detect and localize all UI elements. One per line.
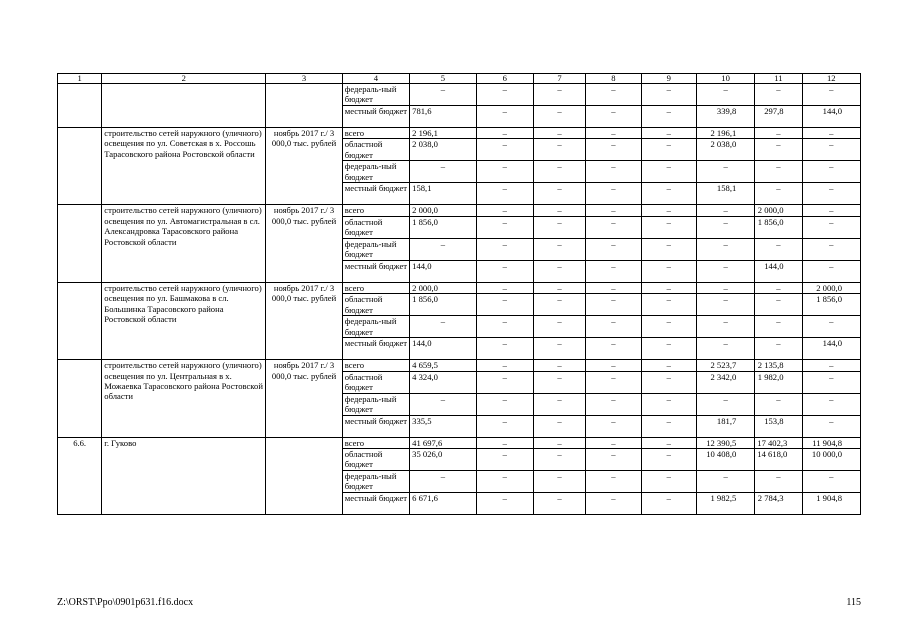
value-cell: –: [641, 106, 696, 128]
value-cell: –: [476, 216, 533, 238]
value-cell: 144,0: [410, 260, 476, 282]
budget-source: областной бюджет: [342, 449, 409, 471]
value-cell: –: [755, 84, 802, 106]
value-cell: 297,8: [755, 106, 802, 128]
value-cell: –: [533, 238, 585, 260]
value-cell: –: [802, 371, 860, 393]
table-row: [58, 205, 861, 216]
budget-source: федераль-ный бюджет: [342, 238, 409, 260]
budget-source: областной бюджет: [342, 294, 409, 316]
value-cell: –: [533, 393, 585, 415]
table-row: [58, 360, 861, 371]
value-cell: 10 000,0: [802, 449, 860, 471]
value-cell: –: [641, 393, 696, 415]
value-cell: 153,8: [755, 415, 802, 437]
value-cell: 1 856,0: [410, 294, 476, 316]
value-cell: –: [410, 316, 476, 338]
item-term: [266, 84, 342, 128]
value-cell: –: [533, 449, 585, 471]
budget-source: местный бюджет: [342, 106, 409, 128]
value-cell: –: [586, 316, 641, 338]
value-cell: 1 982,0: [755, 371, 802, 393]
value-cell: –: [696, 282, 754, 293]
value-cell: 335,5: [410, 415, 476, 437]
value-cell: 339,8: [696, 106, 754, 128]
item-term: ноябрь 2017 г./ 3 000,0 тыс. рублей: [266, 205, 342, 282]
value-cell: –: [696, 84, 754, 106]
item-number: [58, 84, 102, 128]
value-cell: –: [755, 471, 802, 493]
value-cell: –: [476, 316, 533, 338]
value-cell: –: [533, 216, 585, 238]
item-number: [58, 205, 102, 282]
value-cell: 144,0: [802, 338, 860, 360]
value-cell: –: [533, 471, 585, 493]
value-cell: 181,7: [696, 415, 754, 437]
value-cell: –: [802, 415, 860, 437]
budget-source: федераль-ный бюджет: [342, 161, 409, 183]
value-cell: –: [802, 84, 860, 106]
value-cell: –: [755, 316, 802, 338]
item-name: [102, 84, 266, 128]
value-cell: –: [755, 128, 802, 139]
value-cell: 6 671,6: [410, 493, 476, 515]
value-cell: –: [533, 84, 585, 106]
value-cell: –: [641, 338, 696, 360]
value-cell: –: [802, 216, 860, 238]
value-cell: 10 408,0: [696, 449, 754, 471]
value-cell: 11 904,8: [802, 437, 860, 448]
value-cell: 4 659,5: [410, 360, 476, 371]
value-cell: –: [641, 316, 696, 338]
value-cell: 1 856,0: [755, 216, 802, 238]
value-cell: –: [533, 128, 585, 139]
header-cell: 11: [755, 74, 802, 84]
value-cell: –: [533, 139, 585, 161]
value-cell: –: [696, 316, 754, 338]
value-cell: –: [586, 238, 641, 260]
item-number: 6.6.: [58, 437, 102, 514]
value-cell: –: [586, 128, 641, 139]
value-cell: 14 618,0: [755, 449, 802, 471]
item-name: строительство сетей наружного (уличного) освещения по ул. Автомагистральная в сл. Александровка Тарасовского района Ростовской области: [102, 205, 266, 282]
value-cell: 144,0: [410, 338, 476, 360]
value-cell: 2 000,0: [802, 282, 860, 293]
value-cell: –: [476, 84, 533, 106]
budget-source: всего: [342, 205, 409, 216]
value-cell: –: [802, 471, 860, 493]
value-cell: –: [410, 471, 476, 493]
value-cell: –: [641, 216, 696, 238]
budget-source: всего: [342, 128, 409, 139]
value-cell: –: [586, 205, 641, 216]
value-cell: –: [586, 493, 641, 515]
value-cell: –: [586, 338, 641, 360]
value-cell: –: [641, 471, 696, 493]
budget-source: областной бюджет: [342, 371, 409, 393]
value-cell: –: [755, 238, 802, 260]
value-cell: –: [641, 294, 696, 316]
value-cell: –: [696, 260, 754, 282]
value-cell: –: [586, 139, 641, 161]
header-cell: 10: [696, 74, 754, 84]
value-cell: –: [696, 205, 754, 216]
value-cell: 2 784,3: [755, 493, 802, 515]
header-cell: 12: [802, 74, 860, 84]
value-cell: –: [755, 294, 802, 316]
budget-source: всего: [342, 282, 409, 293]
value-cell: 2 135,8: [755, 360, 802, 371]
value-cell: –: [755, 338, 802, 360]
value-cell: –: [641, 282, 696, 293]
value-cell: –: [476, 139, 533, 161]
value-cell: –: [533, 294, 585, 316]
budget-source: федераль-ный бюджет: [342, 316, 409, 338]
table-row: [58, 128, 861, 139]
value-cell: –: [533, 282, 585, 293]
budget-source: федераль-ный бюджет: [342, 471, 409, 493]
budget-source: местный бюджет: [342, 260, 409, 282]
value-cell: –: [533, 493, 585, 515]
header-cell: 3: [266, 74, 342, 84]
value-cell: –: [641, 493, 696, 515]
value-cell: –: [802, 260, 860, 282]
value-cell: –: [476, 183, 533, 205]
header-cell: 9: [641, 74, 696, 84]
value-cell: –: [410, 84, 476, 106]
value-cell: 35 026,0: [410, 449, 476, 471]
header-cell: 5: [410, 74, 476, 84]
value-cell: –: [641, 139, 696, 161]
budget-source: местный бюджет: [342, 493, 409, 515]
value-cell: –: [586, 216, 641, 238]
value-cell: –: [641, 360, 696, 371]
value-cell: –: [696, 393, 754, 415]
value-cell: –: [641, 183, 696, 205]
value-cell: 1 904,8: [802, 493, 860, 515]
item-name: г. Гуково: [102, 437, 266, 514]
value-cell: –: [586, 449, 641, 471]
budget-table: [57, 73, 861, 515]
value-cell: –: [476, 493, 533, 515]
value-cell: –: [586, 282, 641, 293]
budget-source: федераль-ный бюджет: [342, 84, 409, 106]
footer-file-path: Z:\ORST\Ppo\0901p631.f16.docx: [57, 597, 194, 608]
value-cell: –: [476, 128, 533, 139]
value-cell: –: [533, 338, 585, 360]
value-cell: –: [476, 415, 533, 437]
value-cell: –: [696, 161, 754, 183]
budget-source: местный бюджет: [342, 415, 409, 437]
value-cell: –: [641, 437, 696, 448]
budget-source: всего: [342, 437, 409, 448]
value-cell: –: [476, 161, 533, 183]
header-cell: 4: [342, 74, 409, 84]
value-cell: –: [586, 161, 641, 183]
value-cell: –: [802, 139, 860, 161]
value-cell: –: [755, 183, 802, 205]
value-cell: 1 982,5: [696, 493, 754, 515]
value-cell: –: [533, 415, 585, 437]
item-term: ноябрь 2017 г./ 3 000,0 тыс. рублей: [266, 282, 342, 359]
value-cell: 144,0: [755, 260, 802, 282]
value-cell: –: [696, 338, 754, 360]
value-cell: –: [476, 294, 533, 316]
value-cell: –: [410, 393, 476, 415]
value-cell: –: [802, 183, 860, 205]
value-cell: –: [802, 316, 860, 338]
value-cell: –: [533, 371, 585, 393]
value-cell: –: [476, 282, 533, 293]
value-cell: –: [586, 415, 641, 437]
table-row: [58, 84, 861, 106]
budget-source: федераль-ный бюджет: [342, 393, 409, 415]
value-cell: –: [476, 260, 533, 282]
value-cell: –: [410, 238, 476, 260]
budget-source: областной бюджет: [342, 139, 409, 161]
value-cell: 144,0: [802, 106, 860, 128]
value-cell: –: [476, 360, 533, 371]
value-cell: –: [533, 260, 585, 282]
item-name: строительство сетей наружного (уличного) освещения по ул. Советская в х. Россошь Тарасовского района Ростовской области: [102, 128, 266, 205]
value-cell: –: [641, 84, 696, 106]
value-cell: –: [586, 294, 641, 316]
value-cell: –: [476, 393, 533, 415]
value-cell: 2 196,1: [410, 128, 476, 139]
value-cell: 158,1: [696, 183, 754, 205]
value-cell: –: [533, 106, 585, 128]
value-cell: –: [802, 128, 860, 139]
value-cell: –: [586, 471, 641, 493]
value-cell: –: [641, 449, 696, 471]
value-cell: –: [586, 183, 641, 205]
value-cell: 781,6: [410, 106, 476, 128]
value-cell: –: [755, 139, 802, 161]
header-cell: 7: [533, 74, 585, 84]
value-cell: –: [586, 106, 641, 128]
value-cell: –: [755, 161, 802, 183]
value-cell: –: [533, 161, 585, 183]
value-cell: –: [586, 260, 641, 282]
value-cell: –: [586, 371, 641, 393]
item-name: строительство сетей наружного (уличного) освещения по ул. Центральная в х. Можаевка Тарасовского района Ростовской области: [102, 360, 266, 437]
value-cell: –: [641, 371, 696, 393]
value-cell: –: [476, 371, 533, 393]
value-cell: –: [586, 360, 641, 371]
value-cell: –: [476, 205, 533, 216]
value-cell: –: [641, 128, 696, 139]
value-cell: –: [802, 393, 860, 415]
value-cell: –: [586, 84, 641, 106]
value-cell: –: [802, 238, 860, 260]
value-cell: 4 324,0: [410, 371, 476, 393]
value-cell: –: [586, 393, 641, 415]
header-cell: 8: [586, 74, 641, 84]
value-cell: 17 402,3: [755, 437, 802, 448]
item-number: [58, 360, 102, 437]
value-cell: –: [476, 238, 533, 260]
budget-source: местный бюджет: [342, 183, 409, 205]
table-row: [58, 282, 861, 293]
value-cell: –: [641, 205, 696, 216]
value-cell: –: [755, 393, 802, 415]
value-cell: –: [533, 437, 585, 448]
value-cell: 12 390,5: [696, 437, 754, 448]
item-number: [58, 282, 102, 359]
value-cell: –: [533, 205, 585, 216]
value-cell: 2 000,0: [410, 282, 476, 293]
value-cell: 2 342,0: [696, 371, 754, 393]
value-cell: 41 697,6: [410, 437, 476, 448]
value-cell: –: [802, 205, 860, 216]
value-cell: –: [476, 471, 533, 493]
value-cell: 1 856,0: [410, 216, 476, 238]
value-cell: 2 038,0: [696, 139, 754, 161]
value-cell: –: [755, 282, 802, 293]
value-cell: –: [641, 415, 696, 437]
value-cell: –: [696, 471, 754, 493]
value-cell: –: [533, 316, 585, 338]
budget-source: областной бюджет: [342, 216, 409, 238]
value-cell: –: [586, 437, 641, 448]
item-term: [266, 437, 342, 514]
value-cell: –: [641, 238, 696, 260]
value-cell: –: [410, 161, 476, 183]
value-cell: –: [641, 260, 696, 282]
item-name: строительство сетей наружного (уличного) освещения по ул. Башмакова в сл. Большинка Тарасовского района Ростовской области: [102, 282, 266, 359]
value-cell: –: [476, 338, 533, 360]
value-cell: –: [533, 183, 585, 205]
value-cell: –: [696, 216, 754, 238]
value-cell: –: [802, 161, 860, 183]
value-cell: –: [533, 360, 585, 371]
value-cell: 2 000,0: [410, 205, 476, 216]
value-cell: 2 000,0: [755, 205, 802, 216]
value-cell: –: [476, 449, 533, 471]
value-cell: –: [696, 238, 754, 260]
header-row: [58, 74, 861, 84]
header-cell: 2: [102, 74, 266, 84]
header-cell: 1: [58, 74, 102, 84]
item-term: ноябрь 2017 г./ 3 000,0 тыс. рублей: [266, 360, 342, 437]
item-term: ноябрь 2017 г./ 3 000,0 тыс. рублей: [266, 128, 342, 205]
value-cell: 2 038,0: [410, 139, 476, 161]
value-cell: –: [476, 106, 533, 128]
budget-source: местный бюджет: [342, 338, 409, 360]
value-cell: 158,1: [410, 183, 476, 205]
value-cell: –: [802, 360, 860, 371]
value-cell: –: [696, 294, 754, 316]
value-cell: 2 196,1: [696, 128, 754, 139]
footer-page-number: 115: [846, 597, 861, 608]
value-cell: –: [641, 161, 696, 183]
header-cell: 6: [476, 74, 533, 84]
budget-source: всего: [342, 360, 409, 371]
value-cell: 1 856,0: [802, 294, 860, 316]
value-cell: –: [476, 437, 533, 448]
value-cell: 2 523,7: [696, 360, 754, 371]
item-number: [58, 128, 102, 205]
table-row: [58, 437, 861, 448]
